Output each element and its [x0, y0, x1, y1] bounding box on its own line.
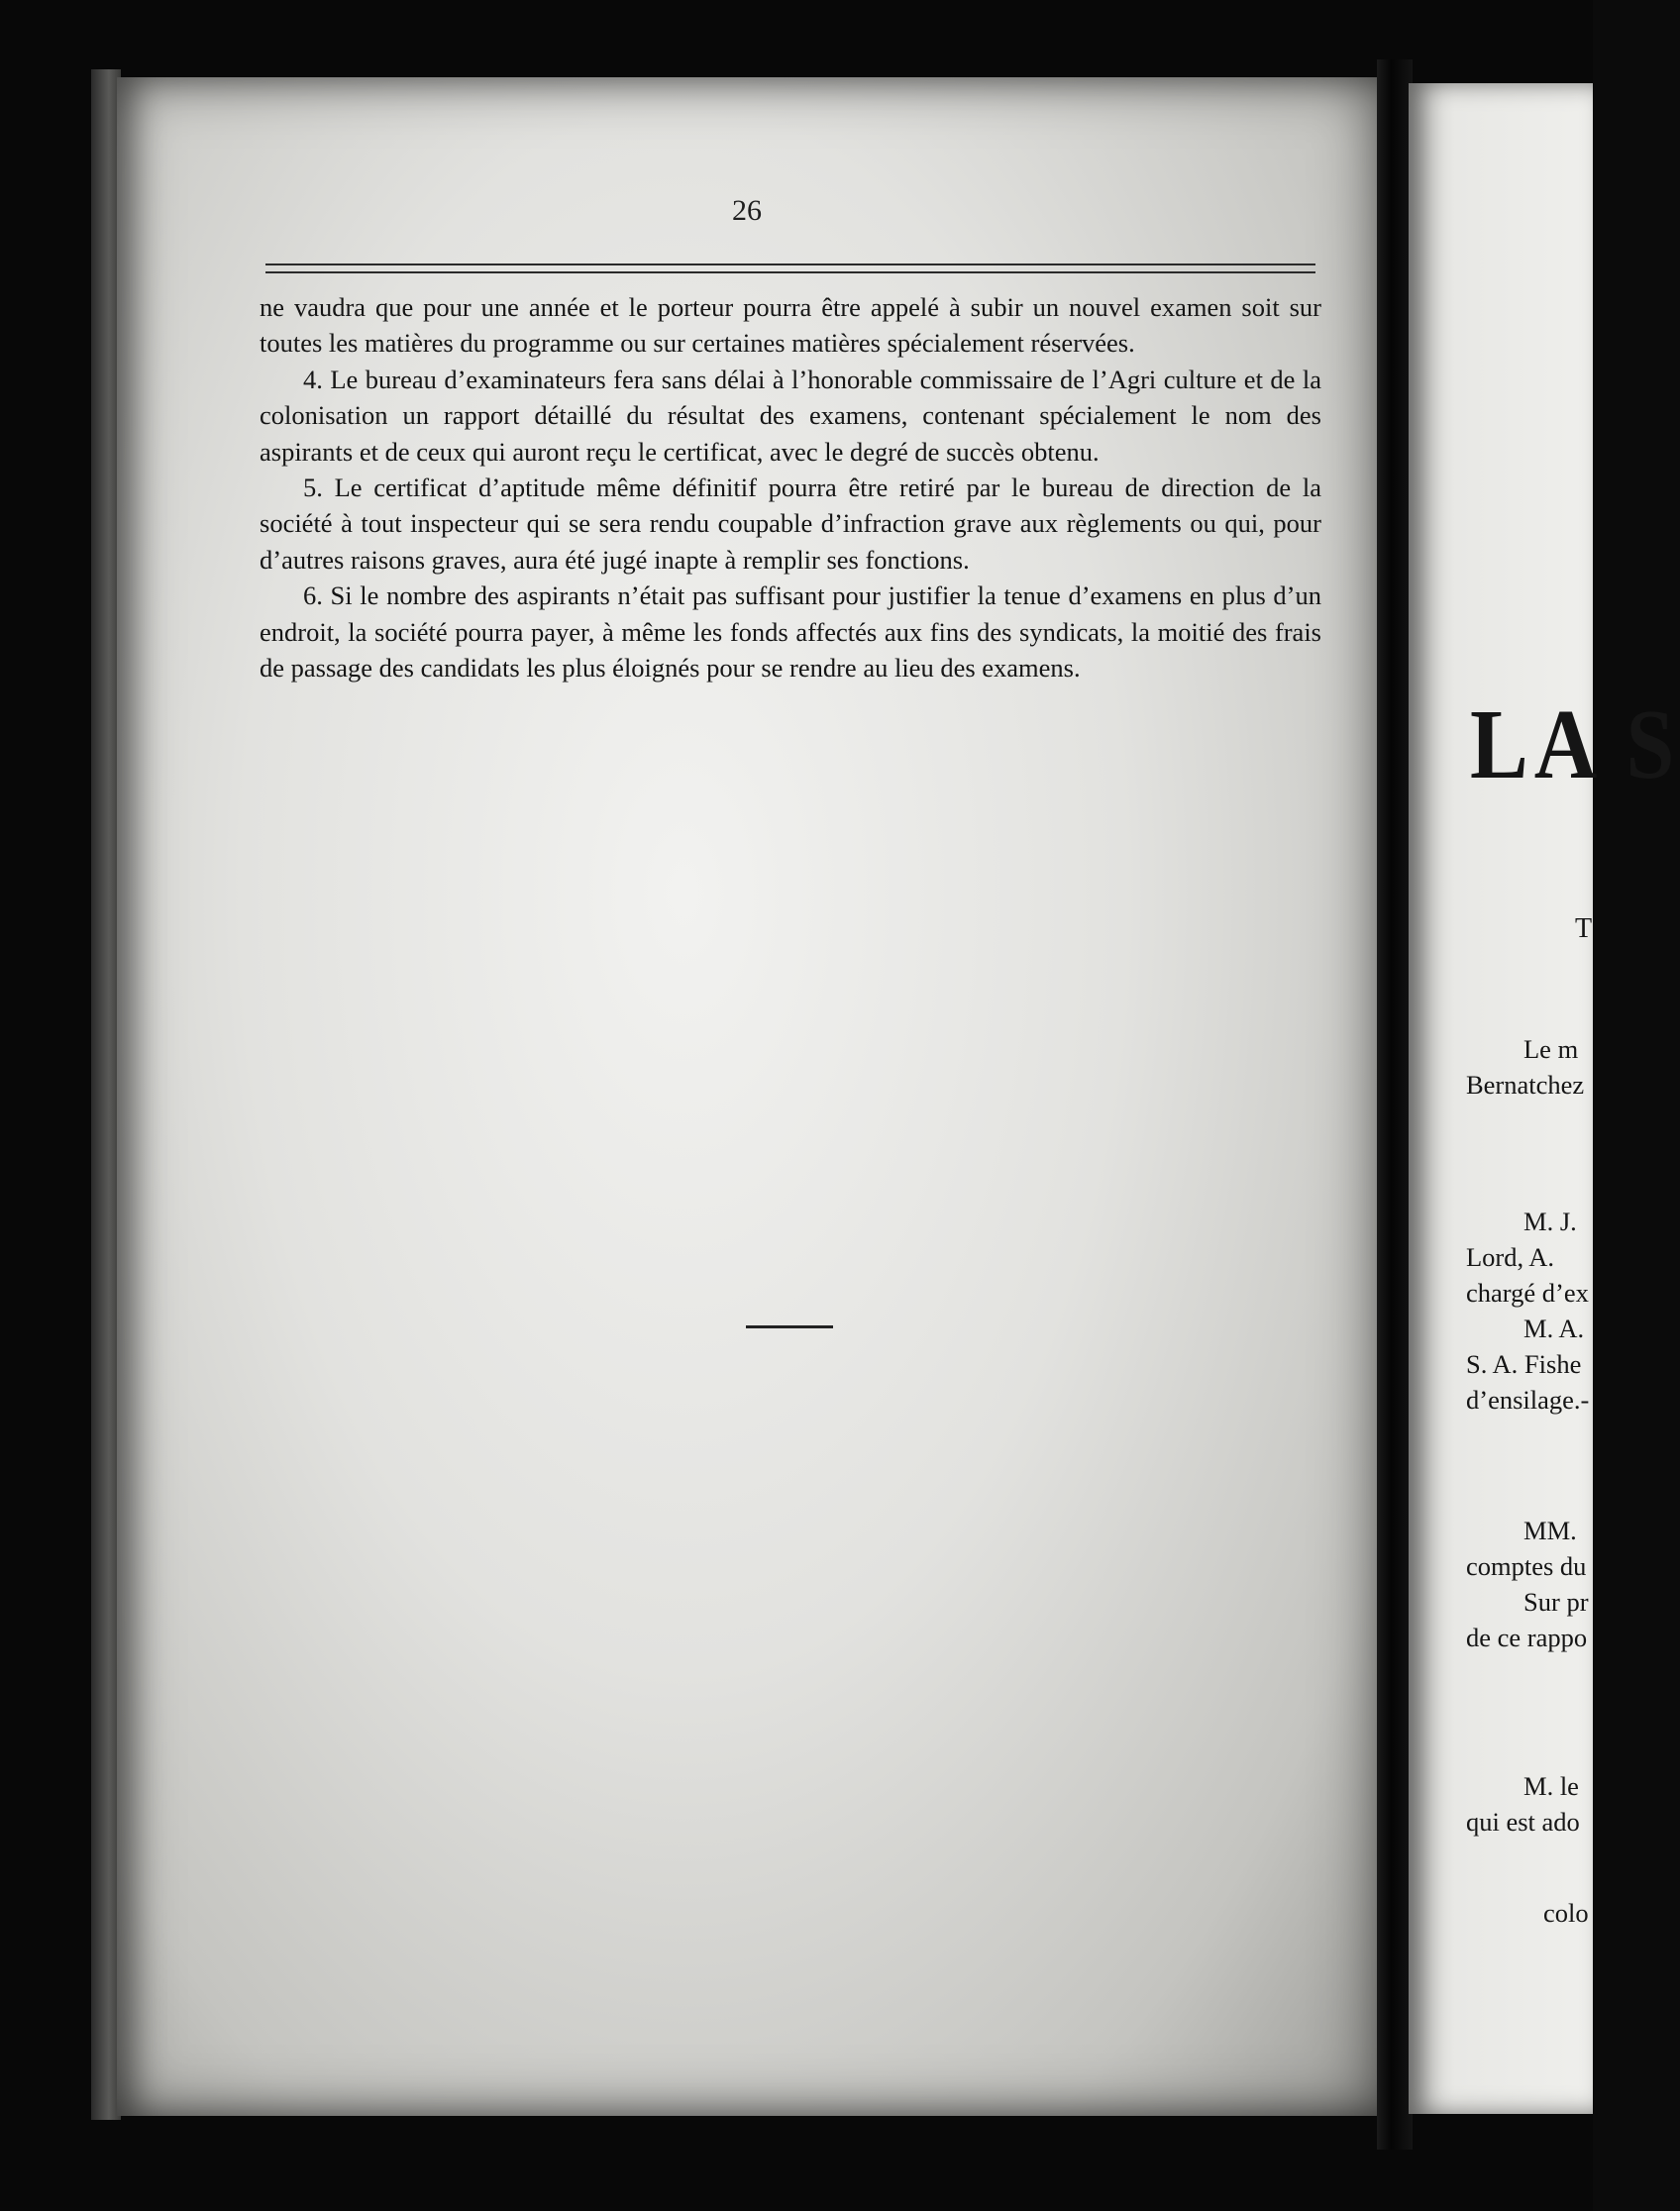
right-line: Le m: [1523, 1034, 1579, 1064]
right-line: de ce rappo: [1466, 1623, 1588, 1652]
right-line: MM.: [1523, 1516, 1577, 1545]
right-heading: LA S: [1470, 689, 1680, 800]
right-line: Bernatchez: [1466, 1070, 1585, 1100]
page-gutter: [1377, 59, 1413, 2150]
left-page: [117, 77, 1377, 2116]
right-line: Lord, A.: [1466, 1242, 1555, 1272]
right-line: colo: [1543, 1898, 1589, 1928]
right-page-fragment: [1409, 83, 1680, 2114]
header-rule-bottom: [265, 271, 1315, 273]
page-number: 26: [732, 194, 762, 227]
right-subheading: T: [1575, 913, 1593, 944]
body-text: [260, 289, 1321, 685]
right-line: chargé d’ex: [1466, 1278, 1589, 1308]
right-line: M. le: [1523, 1771, 1579, 1801]
right-line: comptes du: [1466, 1551, 1587, 1581]
right-line: qui est ado: [1466, 1807, 1580, 1837]
right-line: Sur pr: [1523, 1587, 1589, 1617]
right-line: M. A.: [1523, 1314, 1585, 1343]
right-line: M. J.: [1523, 1207, 1577, 1236]
paragraph-continuation: ne vaudra que pour une année et le porteur pourra être appelé à subir un nouvel examen soit sur toutes les matières du programme ou sur certaines matières spécialement réservées.: [260, 292, 1321, 359]
closing-rule: [746, 1325, 833, 1328]
paragraph-6: 6. Si le nombre des aspirants n’était pas suffisant pour justifier la tenue d’examens en plus d’un endroit, la société pourra payer, à même les fonds affectés aux fins des syndicats, la moitié des frais de passage des candidats les plus éloignés pour se rendre au lieu des examens.: [260, 580, 1321, 684]
paragraph-5: 5. Le certificat d’aptitude même définitif pourra être retiré par le bureau de direction de la société à tout inspecteur qui se sera rendu coupable d’infraction grave aux règlements ou qui, pour d’autres raisons graves, aura été jugé inapte à remplir ses fonctions.: [260, 473, 1321, 575]
paragraph-4: 4. Le bureau d’examinateurs fera sans délai à l’honorable commissaire de l’Agri culture et de la colonisation un rapport détaillé du résultat des examens, contenant spécialement le nom des aspirants et de ceux qui auront reçu le certificat, avec le degré de succès obtenu.: [260, 364, 1321, 467]
right-line: d’ensilage.-: [1466, 1385, 1590, 1415]
right-line: S. A. Fishe: [1466, 1349, 1582, 1379]
header-rule-top: [265, 263, 1315, 265]
